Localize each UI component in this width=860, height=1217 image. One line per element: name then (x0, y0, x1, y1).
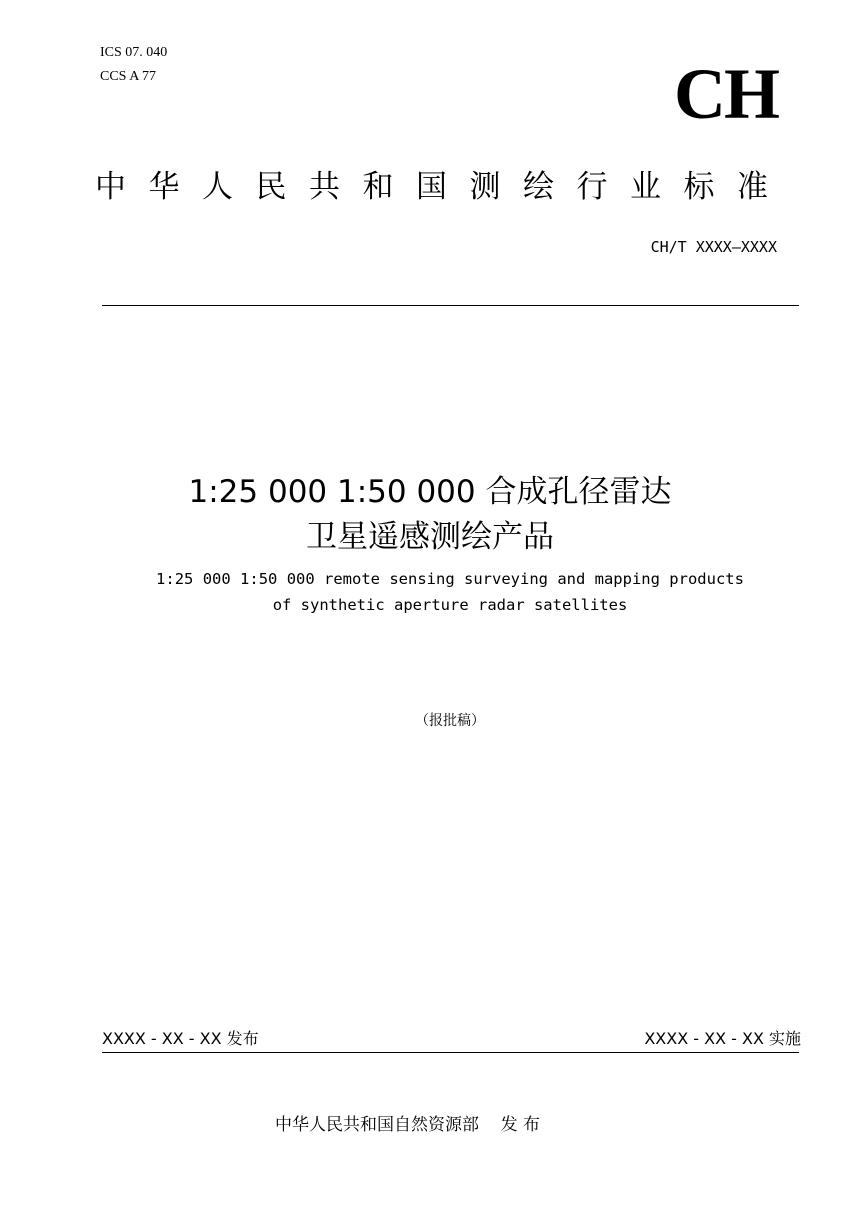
ics-code: ICS 07. 040 (100, 45, 168, 60)
title-zh-line-1: 1:25 000 1:50 000 合成孔径雷达 (188, 474, 672, 510)
title-en-line-1: 1:25 000 1:50 000 remote sensing surveying and mapping products (156, 570, 744, 588)
issuer: 中华人民共和国自然资源部 发 布 (275, 1115, 541, 1135)
title-zh-line-2: 卫星遥感测绘产品 (306, 519, 554, 555)
standard-category-title: 中华人民共和国测绘行业标准 (95, 169, 791, 205)
implement-date: XXXX - XX - XX 实施 (644, 1029, 801, 1048)
draft-status: （报批稿） (415, 713, 485, 729)
ch-logo: CH (674, 54, 778, 134)
document-title-zh (0, 470, 860, 560)
ics-ccs-block (100, 41, 167, 89)
title-en-line-2: of synthetic aperture radar satellites (272, 596, 628, 614)
top-divider (102, 305, 799, 306)
standard-code: CH/T XXXX—XXXX (650, 238, 777, 256)
document-title-en (0, 566, 860, 618)
publish-date: XXXX - XX - XX 发布 (102, 1029, 259, 1048)
bottom-divider (102, 1052, 799, 1053)
ccs-code: CCS A 77 (100, 69, 157, 84)
